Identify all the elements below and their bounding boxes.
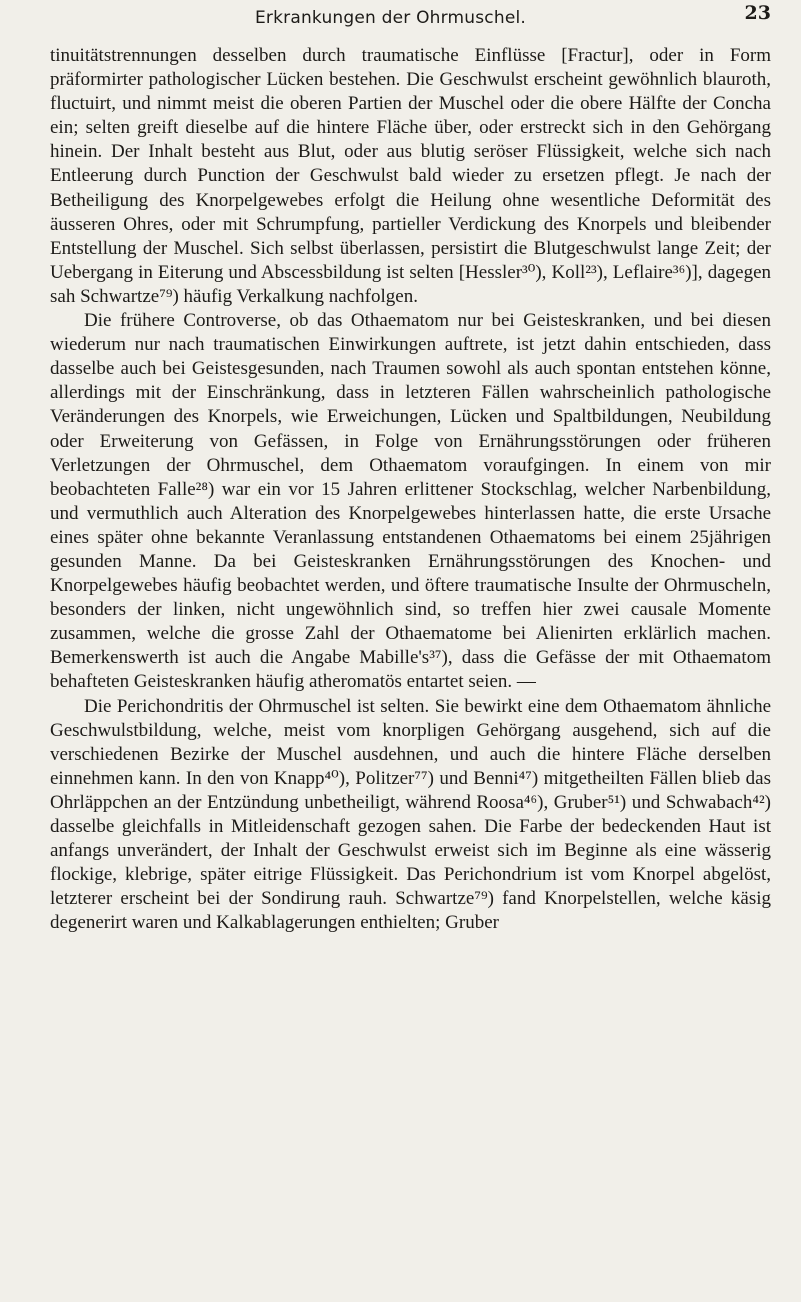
paragraph-perichondritis: Die Perichondritis der Ohrmuschel ist selten. Sie bewirkt eine dem Othaematom ähnliche Geschwulstbildung, welche, meist vom knorpligen Gehörgang ausgehend, sich auf die verschiedenen Bezirke der Muschel ausdehnen, und auch die hintere Fläche derselben einnehmen kann. In den von Knapp⁴⁰), Politzer⁷⁷) und Benni⁴⁷) mitgetheilten Fällen blieb das Ohrläppchen an der Entzündung unbetheiligt, während Roosa⁴⁶), Gruber⁵¹) und Schwabach⁴²) dasselbe gleichfalls in Mitleidenschaft gezogen sahen. Die Farbe der bedeckenden Haut ist anfangs unverändert, der Inhalt der Geschwulst erweist sich im Beginne als eine wässerig flockige, klebrige, später eitrige Flüssigkeit. Das Perichondrium ist vom Knorpel abgelöst, letzterer erscheint bei der Sondirung rauh. Schwartze⁷⁹) fand Knorpelstellen, welche käsig degenerirt waren und Kalkablagerungen enthielten; Gruber [50,695,771,934]
paragraph-othaematom-description: tinuitätstrennungen desselben durch traumatische Einflüsse [Fractur], oder in Form präformirter pathologischer Lücken bestehen. Die Geschwulst erscheint gewöhnlich blauroth, fluctuirt, und nimmt meist die oberen Partien der Muschel oder die obere Hälfte der Concha ein; selten greift dieselbe auf die hintere Fläche über, oder erstreckt sich in den Gehörgang hinein. Der Inhalt besteht aus Blut, oder aus blutig seröser Flüssigkeit, welche sich nach Entleerung durch Punction der Geschwulst bald wieder zu ersetzen pflegt. Je nach der Betheiligung des Knorpelgewebes erfolgt die Heilung ohne wesentliche Deformität des äusseren Ohres, oder mit Schrumpfung, partieller Verdickung des Knorpels und bleibender Entstellung der Muschel. Sich selbst überlassen, persistirt die Blutgeschwulst lange Zeit; der Uebergang in Eiterung und Abscessbildung ist selten [Hessler³⁰), Koll²³), Leflaire³⁶)], dagegen sah Schwartze⁷⁹) häufig Verkalkung nachfolgen. [50,45,771,307]
body-text [50,44,771,935]
paragraph-othaematom-controversy: Die frühere Controverse, ob das Othaematom nur bei Geisteskranken, und bei diesen wiederum nur nach traumatischen Einwirkungen auftrete, ist jetzt dahin entschieden, dass dasselbe auch bei Geistesgesunden, nach Traumen sowohl als auch spontan entstehen könne, allerdings mit der Einschränkung, dass in letzteren Fällen wahrscheinlich pathologische Veränderungen des Knorpels, wie Erweichungen, Lücken und Spaltbildungen, Neubildung oder Erweiterung von Gefässen, in Folge von Ernährungsstörungen oder früheren Verletzungen der Ohrmuschel, dem Othaematom voraufgingen. In einem von mir beobachteten Falle²⁸) war ein vor 15 Jahren erlittener Stockschlag, welcher Narbenbildung, und vermuthlich auch Alteration des Knorpelgewebes hinterlassen hatte, die erste Ursache eines später ohne bekannte Veranlassung entstandenen Othaematoms bei einem 25jährigen gesunden Manne. Da bei Geisteskranken Ernährungsstörungen des Knochen- und Knorpelgewebes häufig beobachtet werden, und öftere traumatische Insulte der Ohrmuscheln, besonders der linken, nicht ungewöhnlich sind, so treffen hier zwei causale Momente zusammen, welche die grosse Zahl der Othaematome bei Alienirten erklärlich machen. Bemerkenswerth ist auch die Angabe Mabille's³⁷), dass die Gefässe der mit Othaematom behafteten Geisteskranken häufig atheromatös entartet seien. — [50,310,771,693]
page-number: 23 [744,2,771,24]
running-title: Erkrankungen der Ohrmuschel. [254,8,527,28]
running-header [50,0,771,44]
